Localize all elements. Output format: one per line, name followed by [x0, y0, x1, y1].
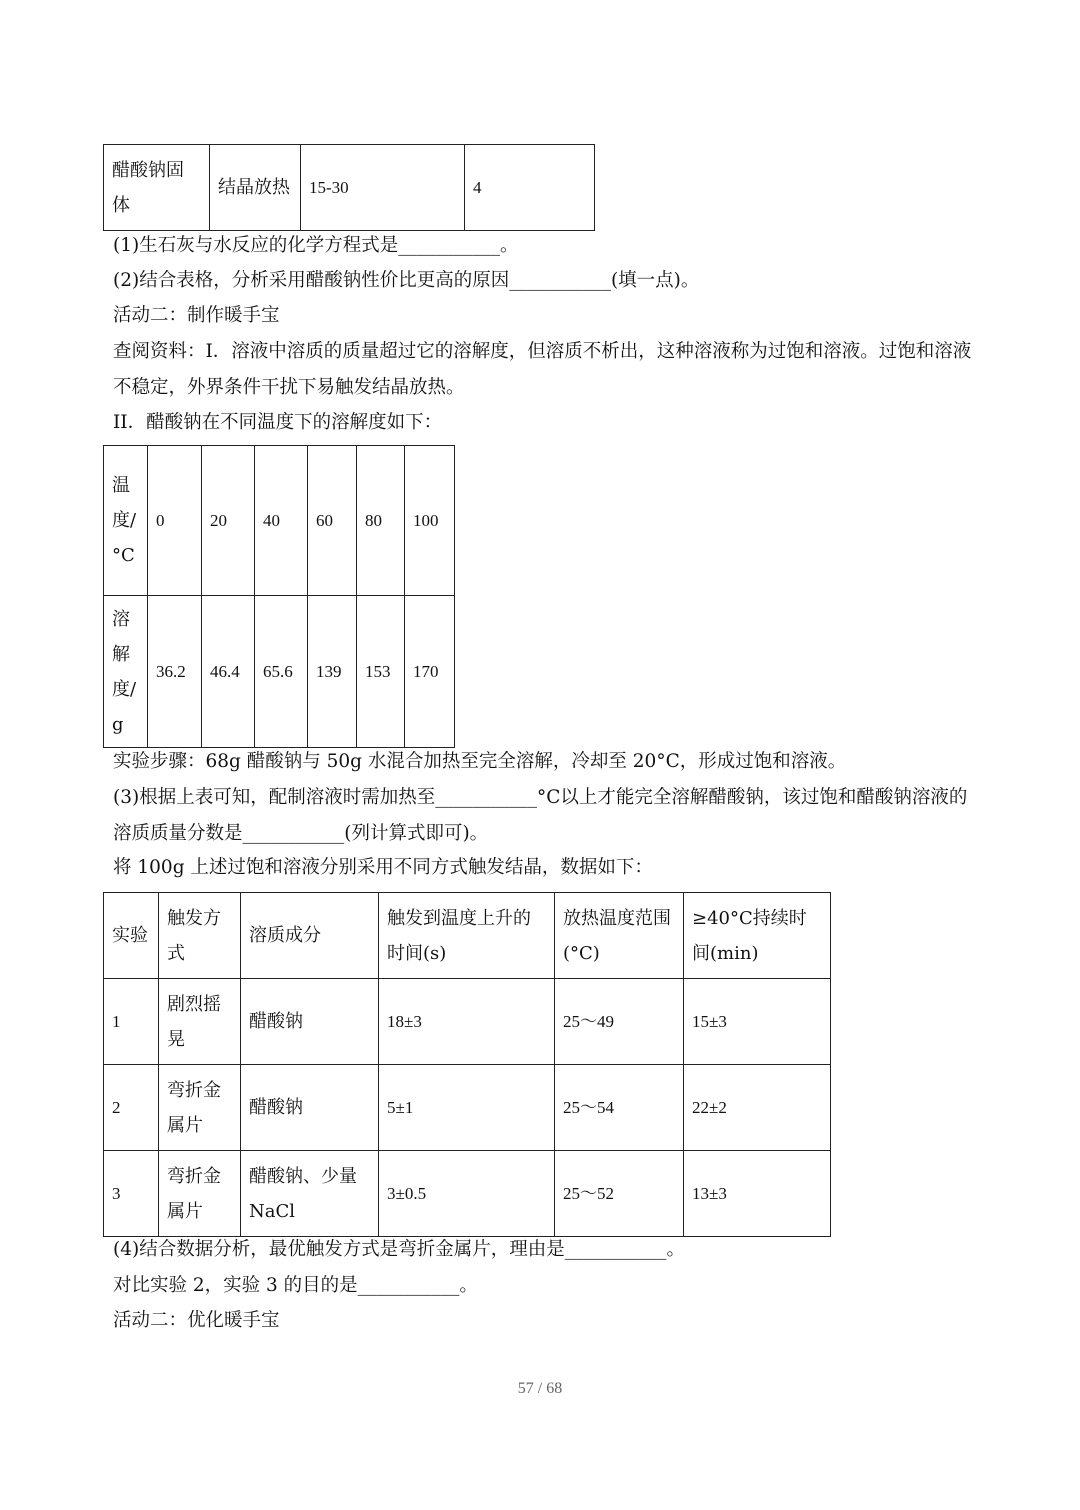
table-cell: 170 [405, 596, 455, 748]
experiment-intro: 将 100g 上述过饱和溶液分别采用不同方式触发结晶，数据如下： [113, 857, 653, 878]
table-row [104, 596, 455, 748]
table-cell: 2 [104, 1065, 159, 1151]
solubility-table [103, 445, 455, 748]
table-cell: 3±0.5 [379, 1151, 555, 1237]
table-cell: 0 [148, 446, 202, 596]
column-header: 溶质成分 [241, 893, 379, 979]
table-cell: 13±3 [684, 1151, 831, 1237]
table-cell: 25～54 [555, 1065, 684, 1151]
table-cell: 1 [104, 979, 159, 1065]
table-cell: 36.2 [148, 596, 202, 748]
table-cell: 60 [308, 446, 357, 596]
table-row [104, 979, 831, 1065]
experiment-step: 实验步骤：68g 醋酸钠与 50g 水混合加热至完全溶解，冷却至 20°C，形成过饱和溶液。 [113, 751, 847, 772]
table-cell: 醋酸钠 [241, 1065, 379, 1151]
column-header: 放热温度范围(°C) [555, 893, 684, 979]
page-number: 57 / 68 [517, 1380, 563, 1397]
column-header: 触发方式 [159, 893, 241, 979]
table-row [104, 145, 595, 231]
column-header: 触发到温度上升的时间(s) [379, 893, 555, 979]
reference-material-1: 查阅资料：I．溶液中溶质的质量超过它的溶解度，但溶质不析出，这种溶液称为过饱和溶液。过饱和溶液不稳定，外界条件干扰下易触发结晶放热。 [113, 341, 972, 398]
question-4: (4)结合数据分析，最优触发方式是弯折金属片，理由是___________。 [113, 1239, 685, 1260]
table-cell: 46.4 [202, 596, 255, 748]
activity-two-heading: 活动二：制作暖手宝 [113, 305, 280, 326]
row-header-temperature: 温度/°C [104, 446, 148, 596]
table-cell: 18±3 [379, 979, 555, 1065]
table-cell: 结晶放热 [210, 145, 301, 231]
table-cell: 弯折金属片 [159, 1151, 241, 1237]
question-1: (1)生石灰与水反应的化学方程式是___________。 [113, 235, 519, 256]
table-cell: 153 [357, 596, 405, 748]
table-cell: 25～52 [555, 1151, 684, 1237]
table-cell: 3 [104, 1151, 159, 1237]
table-cell: 80 [357, 446, 405, 596]
table-cell: 醋酸钠固体 [104, 145, 210, 231]
table-cell: 20 [202, 446, 255, 596]
table-cell: 65.6 [255, 596, 308, 748]
table-cell: 25～49 [555, 979, 684, 1065]
table-cell: 4 [465, 145, 595, 231]
materials-table-fragment [103, 144, 595, 231]
question-5: 对比实验 2，实验 3 的目的是___________。 [113, 1275, 478, 1296]
reference-material-2: II．醋酸钠在不同温度下的溶解度如下： [113, 412, 443, 433]
table-cell: 40 [255, 446, 308, 596]
row-header-solubility: 溶解度/g [104, 596, 148, 748]
question-3: (3)根据上表可知，配制溶液时需加热至___________°C以上才能完全溶解醋酸钠，该过饱和醋酸钠溶液的溶质质量分数是___________(列计算式即可)。 [113, 787, 968, 844]
table-cell: 15±3 [684, 979, 831, 1065]
column-header: 实验 [104, 893, 159, 979]
table-cell: 139 [308, 596, 357, 748]
activity-three-heading: 活动二：优化暖手宝 [113, 1310, 280, 1331]
column-header: ≥40°C持续时间(min) [684, 893, 831, 979]
table-cell: 醋酸钠 [241, 979, 379, 1065]
question-2: (2)结合表格，分析采用醋酸钠性价比更高的原因___________(填一点)。 [113, 270, 700, 291]
table-row [104, 1065, 831, 1151]
table-cell: 22±2 [684, 1065, 831, 1151]
experiment-table [103, 892, 831, 1237]
table-cell: 醋酸钠、少量NaCl [241, 1151, 379, 1237]
table-cell: 剧烈摇晃 [159, 979, 241, 1065]
table-cell: 5±1 [379, 1065, 555, 1151]
table-cell: 100 [405, 446, 455, 596]
table-header-row [104, 893, 831, 979]
table-cell: 15-30 [301, 145, 465, 231]
table-row [104, 446, 455, 596]
table-row [104, 1151, 831, 1237]
table-cell: 弯折金属片 [159, 1065, 241, 1151]
